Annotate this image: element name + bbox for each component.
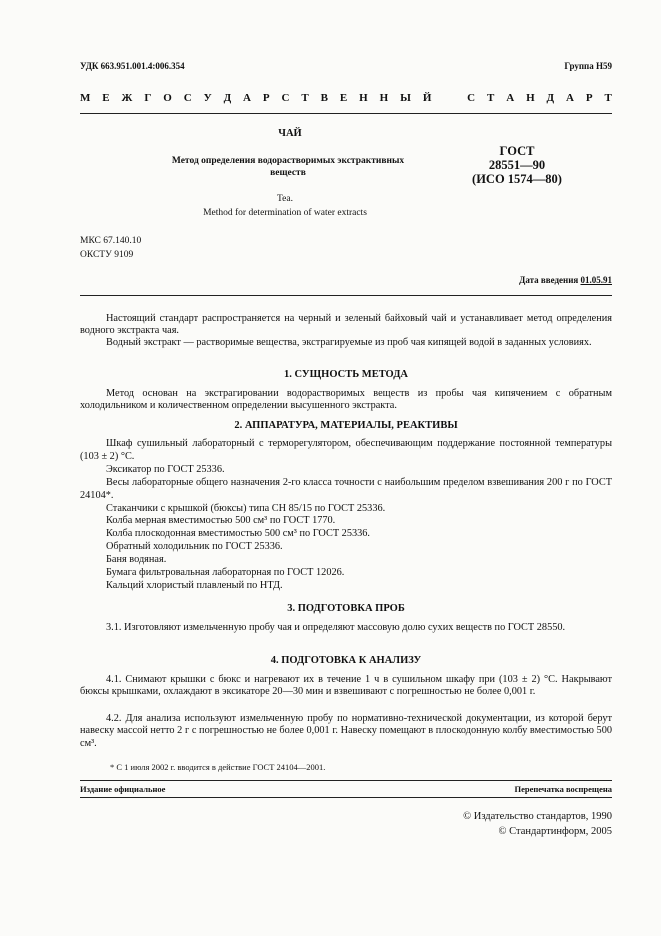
section-heading: 1. СУЩНОСТЬ МЕТОДА bbox=[283, 369, 409, 380]
standard-type-letter: А bbox=[506, 92, 515, 104]
intro-paragraph: Настоящий стандарт распространяется на черный и зеленый байховый чай и устанавливает метод определения водного экстракта чая. bbox=[80, 313, 612, 337]
effective-date bbox=[519, 275, 612, 285]
publication-note: Издание официальное bbox=[80, 784, 166, 794]
standard-type-letter: Й bbox=[422, 92, 432, 104]
footer-divider bbox=[80, 797, 612, 798]
standard-type-letter: Н bbox=[359, 92, 368, 104]
english-title-line: Tea. bbox=[277, 194, 293, 204]
standard-type-letter: Ж bbox=[121, 92, 133, 104]
standard-type-letter: Е bbox=[339, 92, 348, 104]
standard-type-letter: Н bbox=[379, 92, 389, 104]
udk-code: УДК 663.951.001.4:006.354 bbox=[80, 61, 185, 71]
okstu-code: ОКСТУ 9109 bbox=[80, 249, 134, 260]
list-item: Баня водяная. bbox=[106, 554, 167, 566]
standard-type-letter: С bbox=[281, 92, 290, 104]
standard-type-letter: Р bbox=[262, 92, 270, 104]
standard-type-letter: Т bbox=[604, 92, 612, 104]
list-item: Колба плоскодонная вместимостью 500 см³ по ГОСТ 25336. bbox=[106, 528, 371, 540]
gost-label: ГОСТ bbox=[499, 144, 535, 158]
standard-type-letter: Ы bbox=[400, 92, 411, 104]
standard-type-letter: О bbox=[163, 92, 172, 104]
english-title bbox=[160, 192, 410, 220]
english-title-line: Method for determination of water extracts bbox=[203, 208, 367, 218]
classification-codes bbox=[80, 235, 141, 262]
footnote: * С 1 июля 2002 г. вводится в действие ГОСТ 24104—2001. bbox=[110, 762, 326, 772]
section-paragraph: 4.1. Снимают крышки с бюкс и нагревают их в течение 1 ч в сушильном шкафу при (103 ± 2) °С. Накрывают бюксы крышками, охлаждают в эксикаторе 20—30 мин и взвешивают с погрешностью не более 0,001 г. bbox=[80, 674, 612, 698]
standard-type-letter: Н bbox=[526, 92, 535, 104]
standard-type-letter: Д bbox=[546, 92, 555, 104]
list-item: Эксикатор по ГОСТ 25336. bbox=[106, 463, 225, 475]
effective-date-value: 01.05.91 bbox=[580, 275, 612, 285]
section-heading: 3. ПОДГОТОВКА ПРОБ bbox=[287, 603, 405, 614]
effective-date-label: Дата введения bbox=[519, 275, 579, 285]
section-heading: 2. АППАРАТУРА, МАТЕРИАЛЫ, РЕАКТИВЫ bbox=[234, 420, 458, 431]
document-subtitle: Метод определения водорастворимых экстрактивных веществ bbox=[171, 156, 405, 178]
copyright-block bbox=[463, 809, 612, 839]
list-item: Бумага фильтровальная лабораторная по ГОСТ 12026. bbox=[106, 567, 345, 579]
list-item: Кальций хлористый плавленый по НТД. bbox=[106, 579, 283, 591]
section-heading: 4. ПОДГОТОВКА К АНАЛИЗУ bbox=[270, 655, 422, 666]
standard-type-letter: Т bbox=[486, 92, 495, 104]
gost-designation bbox=[452, 144, 582, 186]
section-paragraph: 3.1. Изготовляют измельченную пробу чая и определяют массовую долю сухих веществ по ГОСТ 28550. bbox=[106, 622, 566, 633]
standard-type-letter: С bbox=[183, 92, 192, 104]
list-item: Весы лабораторные общего назначения 2-го класса точности с наибольшим пределом взвешивания 200 г по ГОСТ 24104*. bbox=[80, 476, 612, 501]
standard-type-letter: Д bbox=[223, 92, 232, 104]
standard-type-letter: Т bbox=[301, 92, 309, 104]
standard-type-letter: А bbox=[566, 92, 574, 104]
list-item: Стаканчики с крышкой (бюксы) типа СН 85/15 по ГОСТ 25336. bbox=[106, 502, 386, 514]
standard-type-letter: С bbox=[467, 92, 476, 104]
intro-paragraph: Водный экстракт — растворимые вещества, экстрагируемые из проб чая кипящей водой в заданных условиях. bbox=[106, 337, 592, 348]
list-item: Колба мерная вместимостью 500 см³ по ГОСТ 1770. bbox=[106, 515, 336, 527]
footer-divider bbox=[80, 780, 612, 781]
group-code: Группа Н59 bbox=[564, 61, 612, 71]
iso-number: (ИСО 1574—80) bbox=[472, 172, 562, 186]
date-divider bbox=[80, 295, 612, 296]
standard-type-heading bbox=[80, 92, 612, 104]
standard-type-letter: Е bbox=[102, 92, 110, 104]
document-title: ЧАЙ bbox=[278, 128, 302, 139]
section-paragraph: Метод основан на экстрагировании водорастворимых веществ из пробы чая кипячением с обратным холодильником и количественном определении высушенного экстракта. bbox=[80, 388, 612, 412]
standard-type-letter: У bbox=[203, 92, 212, 104]
header-divider bbox=[80, 113, 612, 114]
equipment-list bbox=[80, 438, 612, 593]
list-item: Шкаф сушильный лабораторный с терморегулятором, обеспечивающим поддержание постоянной температуры (103 ± 2) °С. bbox=[80, 438, 612, 462]
copyright-line: © Стандартинформ, 2005 bbox=[498, 826, 612, 837]
gost-number: 28551—90 bbox=[488, 158, 546, 172]
standard-type-letter: М bbox=[80, 92, 91, 104]
reprint-notice: Перепечатка воспрещена bbox=[514, 784, 612, 794]
standard-type-letter: А bbox=[243, 92, 251, 104]
standard-type-letter: В bbox=[320, 92, 328, 104]
standard-type-letter: Р bbox=[585, 92, 593, 104]
section-paragraph: 4.2. Для анализа используют измельченную пробу по нормативно-технической документации, из которой берут навеску массой нетто 2 г с погрешностью не более 0,001 г. Навеску помещают в плоскодонную колбу вместимостью 500 см³. bbox=[80, 713, 612, 749]
standard-type-letter: Г bbox=[144, 92, 152, 104]
mks-code: МКС 67.140.10 bbox=[80, 236, 142, 246]
list-item: Обратный холодильник по ГОСТ 25336. bbox=[106, 541, 283, 553]
copyright-line: © Издательство стандартов, 1990 bbox=[463, 811, 612, 822]
